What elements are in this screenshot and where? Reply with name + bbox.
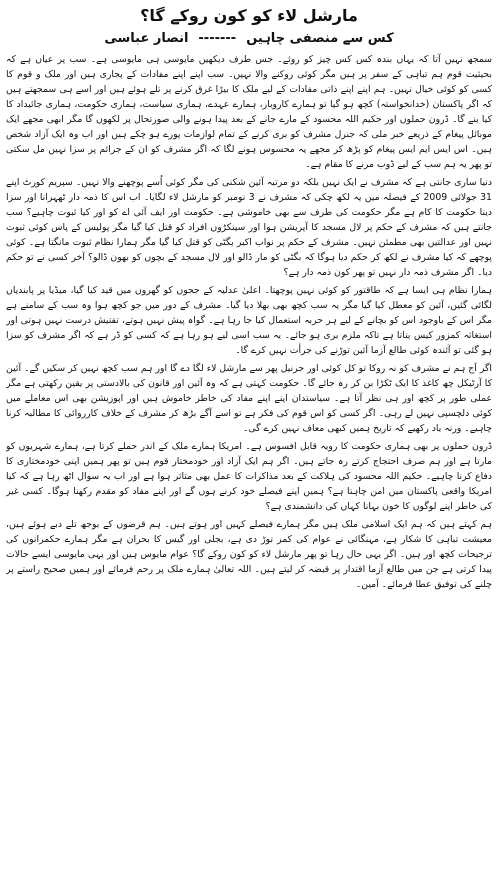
article-title: مارشل لاء کو کون روکے گا؟ (140, 6, 358, 25)
author-name: انصار عباسی (104, 31, 189, 46)
paragraph: سمجھ نہیں آتا کہ یہاں بندہ کس کس چیز کو روئے۔ جس طرف دیکھیں مایوسی ہی مایوسی ہے۔ سب پر عیاں ہے کہ بحیثیت قوم ہم تباہی کے سفر پر ہیں مگر کوئی روکنے والا نہیں۔ سب اپنے اپنے مفادات کے پجاری ہیں اور ملک و قوم کا کسی کو کوئی خیال نہیں۔ ہم اپنے اپنے ذاتی مفادات کے لیے ملک کا بیڑا غرق کرنے پر تلے ہوئے ہیں اور اسے ہی سمجھتے ہیں کہ اگر پاکستان (خدانخواستہ) کچھ ہو گیا تو ہمارے کاروبار، ہمارے عہدے، ہماری سیاست، ہماری حکومت، ہماری جائیداد کا کیا بنے گا۔ ڈرون حملوں اور حکیم اللہ محسود کے مارے جانے کے بعد پیدا ہونے والی صورتحال پر لکھوں گا مگر ابھی مجھے ایک موبائل پیغام کے ذریعے خبر ملی کہ جنرل مشرف کو بری کرنے کے تمام لوازمات پورے ہو چکے ہیں اور اب وہ ایک آزاد شخص ہیں۔ اس ایس ایم ایس پیغام کو پڑھ کر مجھے یہ محسوس ہونے لگا کہ اگر مشرف کو ان کے جرائم پر سزا نہیں مل سکتی تو پھر یہ ہم سب کے لیے ڈوب مرنے کا مقام ہے۔ (6, 54, 492, 170)
article-subtitle: کس سے منصفی چاہیں (246, 31, 394, 46)
byline (6, 31, 492, 46)
paragraph: ہمارا نظام ہی ایسا ہے کہ طاقتور کو کوئی نہیں پوچھتا۔ اعلیٰ عدلیہ کے ججوں کو گھروں میں قید کیا گیا، میڈیا پر پابندیاں لگائی گئیں، آئین کو معطل کیا گیا مگر یہ سب کچھ بھی بھلا دیا گیا۔ مشرف کے دور میں جو کچھ ہوا وہ سب کے سامنے ہے مگر اس کے باوجود اس کو بچانے کے لیے ہر حربہ استعمال کیا جا رہا ہے۔ گواہ پیش نہیں ہوتے، تفتیش درست نہیں ہوتی اور استغاثہ کمزور کیس بناتا ہے تاکہ ملزم بری ہو جائے۔ یہ سب اسی لیے ہو رہا ہے کہ کسی کو ڈر ہے کہ اگر مشرف کو سزا ہو گئی تو آئندہ کوئی طالع آزما آئین توڑنے کی جرأت نہیں کرے گا۔ (6, 285, 492, 356)
byline-separator: ------- (198, 31, 237, 46)
paragraph: ڈرون حملوں پر بھی ہماری حکومت کا رویہ قابل افسوس ہے۔ امریکا ہمارے ملک کے اندر حملے کرتا ہے، ہمارے شہریوں کو مارتا ہے اور ہم صرف احتجاج کرتے رہ جاتے ہیں۔ اگر ہم ایک آزاد اور خودمختار قوم ہیں تو پھر ہمیں اپنی خودمختاری کا دفاع کرنا چاہیے۔ حکیم اللہ محسود کی ہلاکت کے بعد مذاکرات کا عمل بھی متاثر ہوا ہے اور اب یہ سوال اٹھ رہا ہے کہ کیا امریکا واقعی پاکستان میں امن چاہتا ہے؟ ہمیں اپنے فیصلے خود کرنے ہوں گے اور اپنے مفاد کو مقدم رکھنا ہوگا۔ کسی غیر کی خاطر اپنے لوگوں کا خون بہانا کہاں کی دانشمندی ہے؟ (6, 441, 492, 512)
paragraph: ہم کہتے ہیں کہ ہم ایک اسلامی ملک ہیں مگر ہمارے فیصلے کہیں اور ہوتے ہیں۔ ہم قرضوں کے بوجھ تلے دبے ہوئے ہیں، معیشت تباہی کا شکار ہے، مہنگائی نے عوام کی کمر توڑ دی ہے، بجلی اور گیس کا بحران ہے مگر ہمارے حکمرانوں کی ترجیحات کچھ اور ہیں۔ اگر یہی حال رہا تو پھر مارشل لاء کو کون روکے گا؟ عوام مایوس ہیں اور یہی مایوسی ایسے حالات پیدا کرتی ہے جن میں طالع آزما اقتدار پر قبضہ کر لیتے ہیں۔ اللہ تعالیٰ ہمارے ملک پر رحم فرمائے اور ہمیں صحیح راستے پر چلنے کی توفیق عطا فرمائے۔ آمین۔ (6, 519, 492, 590)
article-body (6, 52, 492, 870)
paragraph: دنیا ساری جانتی ہے کہ مشرف نے ایک نہیں بلکہ دو مرتبہ آئین شکنی کی مگر کوئی اُسے پوچھنے والا نہیں۔ سپریم کورٹ اپنے 31 جولائی 2009 کے فیصلہ میں یہ لکھ چکی کہ مشرف نے 3 نومبر کو مارشل لاء لگایا۔ اب اس کا ذمہ دار ٹھہرانا اور سزا دینا حکومت کا کام ہے مگر حکومت کی طرف سے بھی خاموشی ہے۔ حکومت اور ایف آئی اے کو اور کیا ثبوت چاہیے؟ سب جانتے ہیں کہ مشرف کے حکم پر لال مسجد کا آپریشن ہوا اور سینکڑوں افراد کو قتل کیا گیا مگر پولیس کے پاس کوئی ثبوت نہیں اور عدالتیں بھی مطمئن نہیں۔ مشرف کے حکم پر نواب اکبر بگٹی کو قتل کیا گیا مگر ہمارا نظام ثبوت مانگتا ہے۔ کوئی پوچھے کہ کیا مشرف نے لکھ کر حکم دیا ہوگا کہ بگٹی کو مار ڈالو اور لال مسجد کے بچوں کو بھون ڈالو؟ آخر کسی نے تو حکم دیا۔ اگر مشرف ذمہ دار نہیں تو پھر کون ذمہ دار ہے؟ (6, 177, 492, 278)
paragraph: اگر آج ہم نے مشرف کو نہ روکا تو کل کوئی اور جرنیل پھر سے مارشل لاء لگا دے گا اور ہم سب کچھ نہیں کر سکیں گے۔ آئین کا آرٹیکل چھ کاغذ کا ایک ٹکڑا بن کر رہ جائے گا۔ حکومت کہتی ہے کہ وہ آئین اور قانون کی بالادستی پر یقین رکھتی ہے مگر عملی طور پر کچھ اور ہی نظر آتا ہے۔ سیاستدان اپنے اپنے مفاد کی خاطر خاموش ہیں اور اپوزیشن بھی اس معاملے میں کوئی دلچسپی نہیں لے رہی۔ اگر کسی کو اس قوم کی فکر ہے تو اسے آگے بڑھ کر مشرف کے خلاف کارروائی کا مطالبہ کرنا چاہیے۔ ورنہ یاد رکھیے کہ تاریخ ہمیں کبھی معاف نہیں کرے گی۔ (6, 363, 492, 434)
